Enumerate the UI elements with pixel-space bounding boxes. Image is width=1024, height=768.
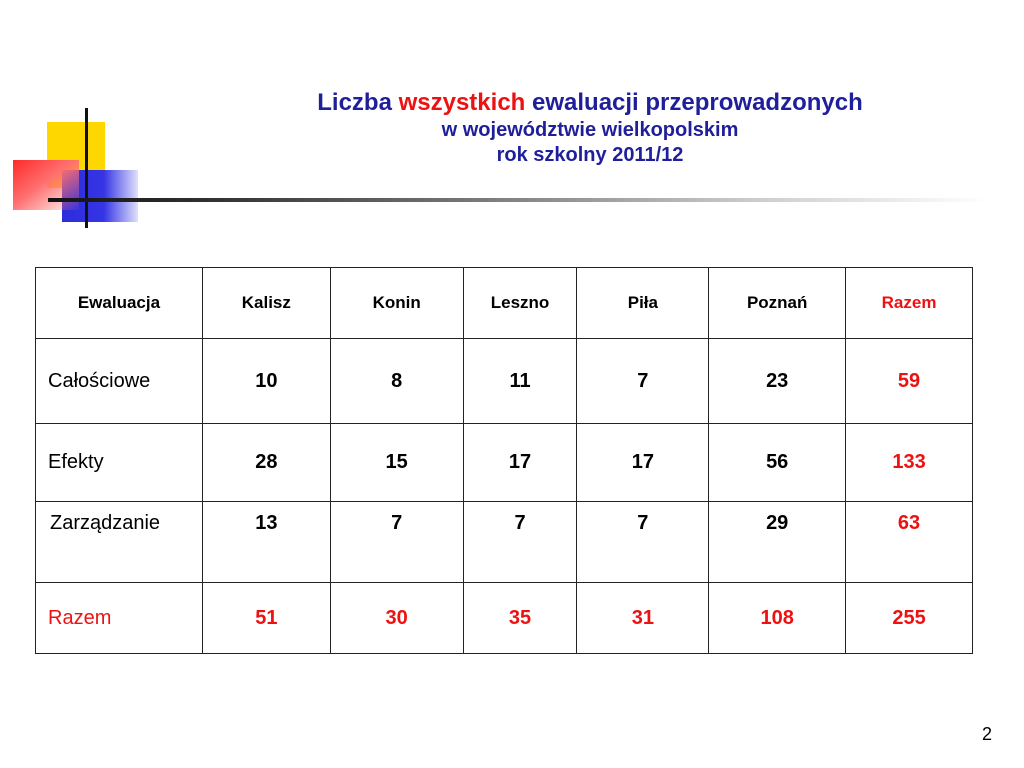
page-number: 2 xyxy=(981,724,992,744)
table-cell: 8 xyxy=(330,339,463,424)
table-row xyxy=(36,339,973,424)
table-cell: 17 xyxy=(463,424,577,502)
row-total-cell: 133 xyxy=(846,424,973,502)
header-cell-pila: Piła xyxy=(577,268,709,339)
table-total-row xyxy=(36,583,973,654)
row-label: Całościowe xyxy=(36,339,203,424)
table-cell: 23 xyxy=(709,339,846,424)
table-cell: 13 xyxy=(202,502,330,583)
table-cell: 11 xyxy=(463,339,577,424)
table-cell: 10 xyxy=(202,339,330,424)
header-cell-ewaluacja: Ewaluacja xyxy=(36,268,203,339)
title-highlight: wszystkich xyxy=(398,89,526,116)
header-cell-kalisz: Kalisz xyxy=(202,268,330,339)
total-cell: 51 xyxy=(202,583,330,654)
table-cell: 17 xyxy=(577,424,709,502)
table-cell: 15 xyxy=(330,424,463,502)
table-row xyxy=(36,502,973,583)
header-cell-razem: Razem xyxy=(846,268,973,339)
table-cell: 7 xyxy=(577,502,709,583)
table-cell: 7 xyxy=(330,502,463,583)
grand-total-cell: 255 xyxy=(846,583,973,654)
title-part-1: Liczba xyxy=(317,89,399,116)
header-cell-poznan: Poznań xyxy=(709,268,846,339)
slide-title xyxy=(160,88,1020,168)
table-cell: 28 xyxy=(202,424,330,502)
table-cell: 29 xyxy=(709,502,846,583)
row-label: Efekty xyxy=(36,424,203,502)
decor-horizontal-line xyxy=(48,198,988,202)
table-cell: 56 xyxy=(709,424,846,502)
title-line-3: rok szkolny 2011/12 xyxy=(496,144,684,166)
table-cell: 7 xyxy=(577,339,709,424)
row-total-cell: 59 xyxy=(846,339,973,424)
total-cell: 108 xyxy=(709,583,846,654)
row-label: Razem xyxy=(36,583,203,654)
total-cell: 30 xyxy=(330,583,463,654)
table-row xyxy=(36,424,973,502)
total-cell: 35 xyxy=(463,583,577,654)
table-header-row xyxy=(36,268,973,339)
header-cell-konin: Konin xyxy=(330,268,463,339)
row-label: Zarządzanie xyxy=(36,502,203,583)
title-line-2: w województwie wielkopolskim xyxy=(441,119,739,141)
header-cell-leszno: Leszno xyxy=(463,268,577,339)
table-cell: 7 xyxy=(463,502,577,583)
decor-vertical-line xyxy=(85,108,88,228)
decor-red-square xyxy=(13,160,79,210)
title-line-1 xyxy=(160,88,1020,118)
total-cell: 31 xyxy=(577,583,709,654)
evaluations-table xyxy=(35,267,973,654)
title-part-2: ewaluacji przeprowadzonych xyxy=(525,89,863,116)
row-total-cell: 63 xyxy=(846,502,973,583)
